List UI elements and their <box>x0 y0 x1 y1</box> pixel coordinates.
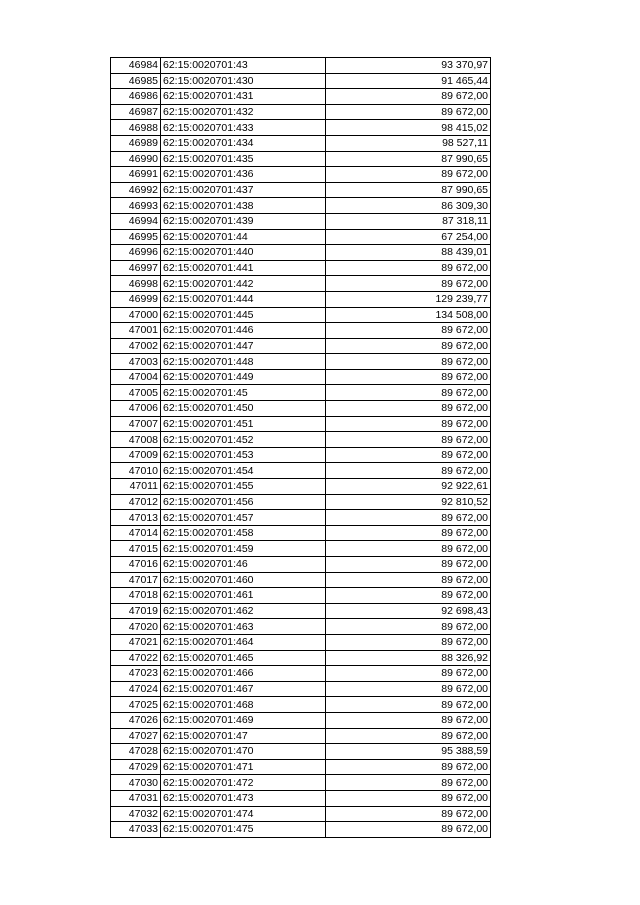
table-row <box>111 712 491 728</box>
cadastral-number-cell: 62:15:0020701:460 <box>161 572 326 588</box>
cadastral-number-cell: 62:15:0020701:474 <box>161 806 326 822</box>
row-number-cell: 47023 <box>111 666 161 682</box>
cadastral-value-cell: 92 698,43 <box>326 603 491 619</box>
table-row <box>111 276 491 292</box>
cadastral-value-cell: 89 672,00 <box>326 822 491 838</box>
cadastral-value-cell: 89 672,00 <box>326 541 491 557</box>
cadastral-value-cell: 89 672,00 <box>326 759 491 775</box>
cadastral-value-cell: 89 672,00 <box>326 697 491 713</box>
cadastral-number-cell: 62:15:0020701:451 <box>161 416 326 432</box>
cadastral-number-cell: 62:15:0020701:441 <box>161 260 326 276</box>
cadastral-number-cell: 62:15:0020701:47 <box>161 728 326 744</box>
table-row <box>111 681 491 697</box>
cadastral-value-cell: 91 465,44 <box>326 73 491 89</box>
row-number-cell: 46998 <box>111 276 161 292</box>
cadastral-value-cell: 89 672,00 <box>326 338 491 354</box>
cadastral-value-cell: 89 672,00 <box>326 447 491 463</box>
table-row <box>111 104 491 120</box>
table-row <box>111 697 491 713</box>
row-number-cell: 47022 <box>111 650 161 666</box>
cadastral-value-cell: 92 922,61 <box>326 479 491 495</box>
cadastral-value-cell: 89 672,00 <box>326 619 491 635</box>
table-row <box>111 541 491 557</box>
cadastral-number-cell: 62:15:0020701:430 <box>161 73 326 89</box>
cadastral-value-cell: 88 439,01 <box>326 245 491 261</box>
row-number-cell: 46999 <box>111 291 161 307</box>
cadastral-number-cell: 62:15:0020701:466 <box>161 666 326 682</box>
cadastral-number-cell: 62:15:0020701:450 <box>161 401 326 417</box>
cadastral-number-cell: 62:15:0020701:433 <box>161 120 326 136</box>
cadastral-value-cell: 89 672,00 <box>326 354 491 370</box>
table-row <box>111 588 491 604</box>
row-number-cell: 47027 <box>111 728 161 744</box>
table-row <box>111 666 491 682</box>
cadastral-number-cell: 62:15:0020701:455 <box>161 479 326 495</box>
table-row <box>111 416 491 432</box>
table-row <box>111 198 491 214</box>
row-number-cell: 47016 <box>111 557 161 573</box>
cadastral-value-cell: 89 672,00 <box>326 588 491 604</box>
cadastral-number-cell: 62:15:0020701:438 <box>161 198 326 214</box>
table-row <box>111 463 491 479</box>
row-number-cell: 46990 <box>111 151 161 167</box>
table-row <box>111 775 491 791</box>
row-number-cell: 47030 <box>111 775 161 791</box>
row-number-cell: 47015 <box>111 541 161 557</box>
cadastral-number-cell: 62:15:0020701:473 <box>161 790 326 806</box>
cadastral-number-cell: 62:15:0020701:432 <box>161 104 326 120</box>
cadastral-number-cell: 62:15:0020701:431 <box>161 89 326 105</box>
row-number-cell: 47025 <box>111 697 161 713</box>
row-number-cell: 47014 <box>111 525 161 541</box>
table-row <box>111 510 491 526</box>
row-number-cell: 47007 <box>111 416 161 432</box>
cadastral-number-cell: 62:15:0020701:435 <box>161 151 326 167</box>
cadastral-value-cell: 89 672,00 <box>326 557 491 573</box>
table-row <box>111 323 491 339</box>
cadastral-value-cell: 89 672,00 <box>326 385 491 401</box>
cadastral-number-cell: 62:15:0020701:43 <box>161 58 326 74</box>
cadastral-value-cell: 92 810,52 <box>326 494 491 510</box>
cadastral-number-cell: 62:15:0020701:463 <box>161 619 326 635</box>
cadastral-number-cell: 62:15:0020701:470 <box>161 744 326 760</box>
table-row <box>111 494 491 510</box>
row-number-cell: 47028 <box>111 744 161 760</box>
cadastral-number-cell: 62:15:0020701:472 <box>161 775 326 791</box>
table-row <box>111 525 491 541</box>
cadastral-number-cell: 62:15:0020701:458 <box>161 525 326 541</box>
cadastral-value-cell: 89 672,00 <box>326 728 491 744</box>
table-row <box>111 229 491 245</box>
row-number-cell: 47032 <box>111 806 161 822</box>
table-row <box>111 260 491 276</box>
cadastral-number-cell: 62:15:0020701:464 <box>161 634 326 650</box>
row-number-cell: 47008 <box>111 432 161 448</box>
cadastral-number-cell: 62:15:0020701:446 <box>161 323 326 339</box>
cadastral-value-cell: 98 527,11 <box>326 135 491 151</box>
cadastral-value-cell: 89 672,00 <box>326 276 491 292</box>
table-row <box>111 385 491 401</box>
table-row <box>111 135 491 151</box>
row-number-cell: 47011 <box>111 479 161 495</box>
cadastral-number-cell: 62:15:0020701:452 <box>161 432 326 448</box>
table-row <box>111 73 491 89</box>
table-row <box>111 369 491 385</box>
row-number-cell: 46994 <box>111 213 161 229</box>
cadastral-value-cell: 89 672,00 <box>326 401 491 417</box>
row-number-cell: 46989 <box>111 135 161 151</box>
cadastral-number-cell: 62:15:0020701:462 <box>161 603 326 619</box>
row-number-cell: 46991 <box>111 167 161 183</box>
table-row <box>111 307 491 323</box>
table-body <box>111 58 491 838</box>
cadastral-number-cell: 62:15:0020701:471 <box>161 759 326 775</box>
cadastral-number-cell: 62:15:0020701:444 <box>161 291 326 307</box>
table-row <box>111 603 491 619</box>
table-row <box>111 634 491 650</box>
row-number-cell: 46988 <box>111 120 161 136</box>
row-number-cell: 47017 <box>111 572 161 588</box>
row-number-cell: 47020 <box>111 619 161 635</box>
row-number-cell: 47005 <box>111 385 161 401</box>
table-row <box>111 245 491 261</box>
table-row <box>111 89 491 105</box>
row-number-cell: 47033 <box>111 822 161 838</box>
cadastral-number-cell: 62:15:0020701:475 <box>161 822 326 838</box>
table-row <box>111 291 491 307</box>
row-number-cell: 46996 <box>111 245 161 261</box>
cadastral-value-cell: 89 672,00 <box>326 712 491 728</box>
cadastral-number-cell: 62:15:0020701:44 <box>161 229 326 245</box>
cadastral-value-cell: 89 672,00 <box>326 323 491 339</box>
cadastral-value-cell: 67 254,00 <box>326 229 491 245</box>
row-number-cell: 47002 <box>111 338 161 354</box>
table-row <box>111 822 491 838</box>
cadastral-number-cell: 62:15:0020701:454 <box>161 463 326 479</box>
cadastral-value-cell: 89 672,00 <box>326 416 491 432</box>
cadastral-value-cell: 89 672,00 <box>326 790 491 806</box>
cadastral-number-cell: 62:15:0020701:448 <box>161 354 326 370</box>
cadastral-number-cell: 62:15:0020701:468 <box>161 697 326 713</box>
cadastral-number-cell: 62:15:0020701:436 <box>161 167 326 183</box>
table-row <box>111 151 491 167</box>
table-row <box>111 744 491 760</box>
cadastral-value-cell: 89 672,00 <box>326 666 491 682</box>
cadastral-number-cell: 62:15:0020701:440 <box>161 245 326 261</box>
cadastral-value-cell: 89 672,00 <box>326 775 491 791</box>
cadastral-number-cell: 62:15:0020701:453 <box>161 447 326 463</box>
row-number-cell: 47024 <box>111 681 161 697</box>
row-number-cell: 46986 <box>111 89 161 105</box>
row-number-cell: 47001 <box>111 323 161 339</box>
cadastral-number-cell: 62:15:0020701:46 <box>161 557 326 573</box>
table-row <box>111 790 491 806</box>
row-number-cell: 46993 <box>111 198 161 214</box>
cadastral-value-table <box>110 57 491 838</box>
row-number-cell: 47012 <box>111 494 161 510</box>
row-number-cell: 47031 <box>111 790 161 806</box>
row-number-cell: 46997 <box>111 260 161 276</box>
cadastral-number-cell: 62:15:0020701:457 <box>161 510 326 526</box>
cadastral-number-cell: 62:15:0020701:456 <box>161 494 326 510</box>
table-row <box>111 338 491 354</box>
row-number-cell: 47009 <box>111 447 161 463</box>
cadastral-number-cell: 62:15:0020701:439 <box>161 213 326 229</box>
cadastral-number-cell: 62:15:0020701:459 <box>161 541 326 557</box>
cadastral-value-cell: 89 672,00 <box>326 369 491 385</box>
cadastral-value-cell: 95 388,59 <box>326 744 491 760</box>
table-row <box>111 120 491 136</box>
cadastral-value-cell: 89 672,00 <box>326 510 491 526</box>
cadastral-number-cell: 62:15:0020701:465 <box>161 650 326 666</box>
row-number-cell: 46987 <box>111 104 161 120</box>
table-row <box>111 182 491 198</box>
table-row <box>111 728 491 744</box>
row-number-cell: 47013 <box>111 510 161 526</box>
cadastral-number-cell: 62:15:0020701:461 <box>161 588 326 604</box>
cadastral-value-cell: 86 309,30 <box>326 198 491 214</box>
table-row <box>111 447 491 463</box>
table-row <box>111 58 491 74</box>
table-row <box>111 557 491 573</box>
cadastral-value-cell: 89 672,00 <box>326 463 491 479</box>
cadastral-value-cell: 89 672,00 <box>326 167 491 183</box>
table-row <box>111 401 491 417</box>
cadastral-value-cell: 93 370,97 <box>326 58 491 74</box>
cadastral-value-cell: 87 318,11 <box>326 213 491 229</box>
table-row <box>111 167 491 183</box>
row-number-cell: 46995 <box>111 229 161 245</box>
cadastral-number-cell: 62:15:0020701:445 <box>161 307 326 323</box>
cadastral-value-cell: 89 672,00 <box>326 525 491 541</box>
cadastral-number-cell: 62:15:0020701:449 <box>161 369 326 385</box>
cadastral-number-cell: 62:15:0020701:467 <box>161 681 326 697</box>
cadastral-value-cell: 129 239,77 <box>326 291 491 307</box>
cadastral-value-cell: 89 672,00 <box>326 104 491 120</box>
table-row <box>111 213 491 229</box>
cadastral-value-cell: 87 990,65 <box>326 182 491 198</box>
row-number-cell: 47026 <box>111 712 161 728</box>
table-row <box>111 806 491 822</box>
table-row <box>111 479 491 495</box>
row-number-cell: 47003 <box>111 354 161 370</box>
row-number-cell: 47019 <box>111 603 161 619</box>
table-row <box>111 572 491 588</box>
row-number-cell: 46985 <box>111 73 161 89</box>
cadastral-value-cell: 89 672,00 <box>326 89 491 105</box>
row-number-cell: 47029 <box>111 759 161 775</box>
cadastral-number-cell: 62:15:0020701:442 <box>161 276 326 292</box>
row-number-cell: 46992 <box>111 182 161 198</box>
row-number-cell: 47000 <box>111 307 161 323</box>
cadastral-value-cell: 88 326,92 <box>326 650 491 666</box>
cadastral-value-cell: 98 415,02 <box>326 120 491 136</box>
cadastral-number-cell: 62:15:0020701:45 <box>161 385 326 401</box>
row-number-cell: 47006 <box>111 401 161 417</box>
cadastral-value-cell: 89 672,00 <box>326 806 491 822</box>
table-row <box>111 759 491 775</box>
table-row <box>111 432 491 448</box>
row-number-cell: 47021 <box>111 634 161 650</box>
cadastral-number-cell: 62:15:0020701:447 <box>161 338 326 354</box>
table-row <box>111 619 491 635</box>
table-row <box>111 354 491 370</box>
table-row <box>111 650 491 666</box>
cadastral-value-cell: 89 672,00 <box>326 634 491 650</box>
cadastral-value-cell: 87 990,65 <box>326 151 491 167</box>
cadastral-value-cell: 89 672,00 <box>326 432 491 448</box>
cadastral-number-cell: 62:15:0020701:434 <box>161 135 326 151</box>
cadastral-value-cell: 134 508,00 <box>326 307 491 323</box>
row-number-cell: 47010 <box>111 463 161 479</box>
row-number-cell: 47018 <box>111 588 161 604</box>
row-number-cell: 46984 <box>111 58 161 74</box>
cadastral-value-cell: 89 672,00 <box>326 260 491 276</box>
cadastral-value-cell: 89 672,00 <box>326 572 491 588</box>
cadastral-number-cell: 62:15:0020701:469 <box>161 712 326 728</box>
cadastral-number-cell: 62:15:0020701:437 <box>161 182 326 198</box>
cadastral-value-cell: 89 672,00 <box>326 681 491 697</box>
row-number-cell: 47004 <box>111 369 161 385</box>
